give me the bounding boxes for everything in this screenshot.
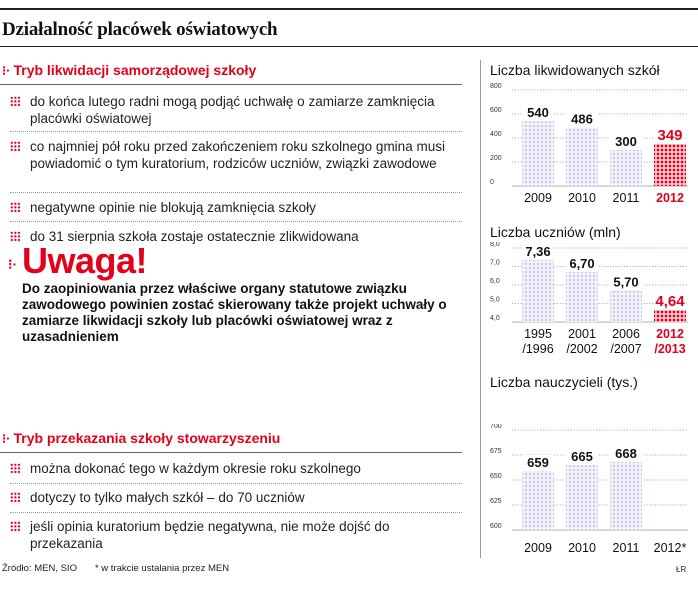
y-tick-label: 0 (490, 179, 494, 186)
value-label: 300 (615, 134, 637, 149)
chart-teachers (488, 424, 692, 560)
y-tick-label: 5,0 (490, 296, 500, 304)
chart-closed-schools (488, 80, 692, 214)
dotted-divider (10, 512, 462, 513)
category-label: 2012* (653, 541, 687, 555)
list-item (10, 460, 462, 477)
section-marker-icon: ⁝· (2, 63, 11, 78)
value-label: 486 (571, 111, 593, 127)
value-label: 540 (527, 105, 549, 121)
list-item (10, 518, 462, 552)
dotted-divider (10, 483, 462, 484)
value-label: 349 (657, 127, 683, 145)
y-tick-label: 600 (490, 107, 502, 114)
value-label: 659 (527, 455, 549, 470)
bullet-grid-icon (10, 141, 21, 152)
category-label: 2012 (656, 327, 684, 341)
section-marker-icon: ⁝· (2, 431, 11, 446)
section-heading-text: Tryb przekazania szkoły stowarzyszeniu (13, 430, 281, 446)
category-label: 2001 (568, 327, 596, 341)
y-tick-label: 200 (490, 155, 502, 162)
category-label: 2011 (612, 191, 640, 205)
bullet-grid-icon (10, 521, 21, 532)
bar (566, 465, 598, 530)
category-label: /2007 (610, 342, 642, 356)
list-item (10, 138, 462, 172)
y-tick-label: 675 (490, 448, 502, 455)
y-tick-label: 7,0 (490, 259, 500, 267)
list-item-text: do końca lutego radni mogą podjąć uchwałę o zamiarze zamknięcia placówki oświatowej (30, 94, 435, 126)
chart-students (488, 242, 692, 364)
category-label: 2009 (524, 541, 552, 555)
notice-heading: Uwaga! (22, 240, 148, 281)
category-label: /2002 (566, 342, 598, 356)
value-label: 665 (571, 449, 593, 464)
section-heading-transfer (2, 430, 280, 447)
section-rule (0, 452, 462, 453)
bar (654, 144, 686, 186)
dotted-divider (10, 221, 462, 222)
bar (522, 471, 554, 530)
y-tick-label: 800 (490, 83, 502, 90)
value-label: 5,70 (613, 274, 639, 290)
chart-title-students: Liczba uczniów (mln) (490, 224, 621, 240)
category-label: 1995 (524, 327, 552, 341)
bar (610, 462, 642, 530)
section-heading-liquidation (2, 62, 256, 79)
footnote: * w trakcie ustalania przez MEN (94, 563, 230, 574)
category-label: /1996 (522, 342, 554, 356)
list-item (10, 199, 462, 216)
chart-title-closed-schools: Liczba likwidowanych szkół (490, 62, 660, 78)
y-tick-label: 8,0 (490, 242, 500, 248)
category-label: 2009 (524, 191, 552, 205)
y-tick-label: 4,0 (490, 315, 500, 322)
y-tick-label: 400 (490, 131, 502, 138)
author-initials: ŁR (676, 565, 687, 574)
chart-title-teachers: Liczba nauczycieli (tys.) (490, 374, 638, 390)
bullet-grid-icon (10, 231, 21, 242)
category-label: 2006 (612, 327, 640, 341)
value-label: 4,64 (655, 293, 685, 311)
bar (610, 150, 642, 186)
list-item (10, 93, 462, 127)
section-rule (0, 84, 462, 85)
bullet-grid-icon (10, 492, 21, 503)
y-tick-label: 700 (490, 424, 502, 430)
dotted-divider (10, 131, 462, 132)
list-item-text: co najmniej pół roku przed zakończeniem roku szkolnego gmina musi powiadomić o tym kuratorium, rodziców uczniów, związki zawodowe (30, 139, 445, 171)
y-tick-label: 625 (490, 498, 502, 505)
list-item-text: można dokonać tego w każdym okresie roku szkolnego (30, 461, 361, 476)
list-item-text: jeśli opinia kuratorium będzie negatywna, nie może dojść do przekazania (30, 519, 390, 551)
y-tick-label: 6,0 (490, 278, 500, 285)
dotted-divider (10, 192, 462, 193)
notice-marker-icon: ⁝· (8, 256, 18, 272)
value-label: 7,36 (525, 243, 551, 259)
value-label: 6,70 (569, 256, 595, 272)
bar (610, 291, 642, 322)
bar (566, 272, 598, 322)
list-item-text: dotyczy to tylko małych szkół – do 70 uczniów (30, 490, 305, 505)
bar (566, 128, 598, 186)
category-label: 2010 (568, 541, 596, 555)
source-note: Źródło: MEN, SIO (2, 563, 77, 574)
bullet-grid-icon (10, 96, 21, 107)
value-label: 668 (615, 446, 637, 461)
bar (522, 260, 554, 322)
page-title: Działalność placówek oświatowych (2, 19, 278, 40)
category-label: 2010 (568, 191, 596, 205)
list-item-text: do 31 sierpnia szkoła zostaje ostatecznie zlikwidowana (30, 229, 359, 244)
column-divider (480, 60, 481, 558)
list-item (10, 489, 462, 506)
notice-text: Do zaopiniowania przez właściwe organy statutowe związku zawodowego powinien zostać skierowany także projekt uchwały o zamiarze likwidacji szkoły lub placówki oświatowej wraz z uzasadnieniem (22, 281, 447, 344)
category-label: 2012 (656, 191, 684, 205)
section-heading-text: Tryb likwidacji samorządowej szkoły (13, 62, 257, 78)
title-rule (0, 46, 698, 47)
bar (522, 121, 554, 186)
bullet-grid-icon (10, 463, 21, 474)
y-tick-label: 650 (490, 473, 502, 480)
category-label: /2013 (654, 342, 686, 356)
top-rule (0, 8, 698, 10)
footer (2, 563, 229, 574)
bullet-grid-icon (10, 202, 21, 213)
list-item-text: negatywne opinie nie blokują zamknięcia szkoły (30, 200, 316, 215)
y-tick-label: 600 (490, 523, 502, 530)
category-label: 2011 (612, 541, 640, 555)
bar (654, 310, 686, 322)
